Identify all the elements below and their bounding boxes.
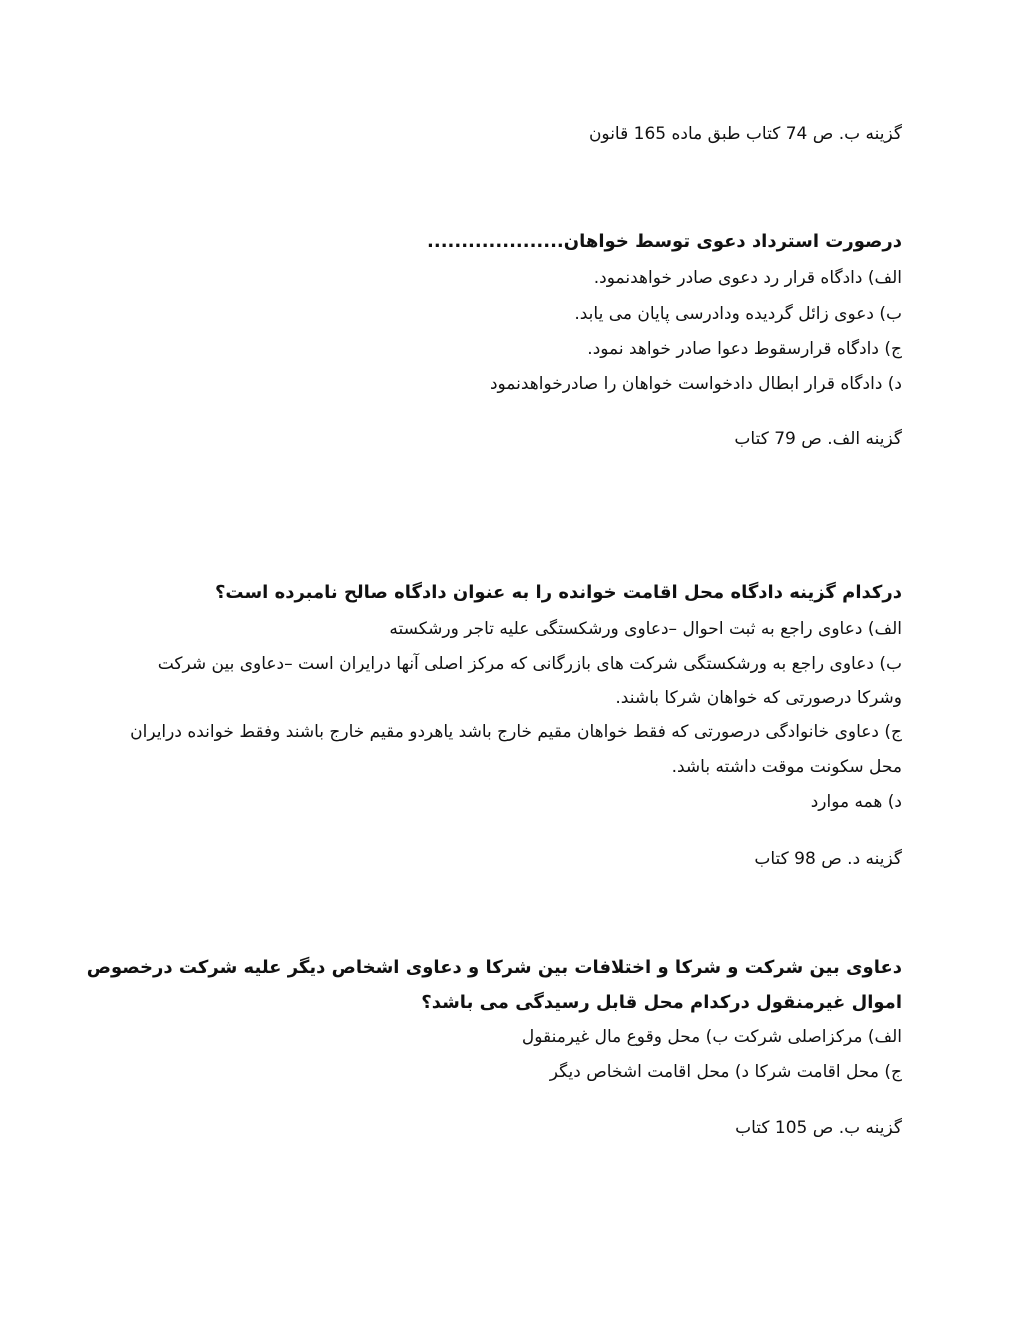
question-2-option-c: ج) دادگاه قرارسقوط دعوا صادر خواهد نمود. <box>587 339 902 359</box>
answer-2: گزینه الف. ص 79 کتاب <box>734 429 902 449</box>
question-4-title-line-2: اموال غیرمنقول درکدام محل قابل رسیدگی می باشد؟ <box>421 992 902 1013</box>
question-3-line-3: وشرکا درصورتی که خواهان شرکا باشند. <box>615 688 902 708</box>
answer-1: گزینه ب. ص 74 کتاب طبق ماده 165 قانون <box>588 124 902 144</box>
question-3-line-1: الف) دعاوی راجع به ثبت احوال –دعاوی ورشکستگی علیه تاجر ورشکسته <box>389 619 902 639</box>
question-4-option-cd: ج) محل اقامت شرکا د) محل اقامت اشخاص دیگر <box>549 1062 902 1082</box>
question-3-line-6: د) همه موارد <box>810 792 902 812</box>
question-2-option-d: د) دادگاه قرار ابطال دادخواست خواهان را صادرخواهدنمود <box>489 374 902 394</box>
question-2-title: درصورت استرداد دعوی توسط خواهان.................... <box>427 231 902 252</box>
question-3-line-2: ب) دعاوی راجع به ورشکستگی شرکت های بازرگانی که مرکز اصلی آنها درایران است –دعاوی بین شرکت <box>157 654 902 674</box>
question-2-option-b: ب) دعوی زائل گردیده ودادرسی پایان می یابد. <box>574 304 902 324</box>
question-2-option-a: الف) دادگاه قرار رد دعوی صادر خواهدنمود. <box>593 268 902 288</box>
answer-3: گزینه د. ص 98 کتاب <box>754 849 902 869</box>
question-3-title: درکدام گزینه دادگاه محل اقامت خوانده را به عنوان دادگاه صالح نامبرده است؟ <box>214 582 902 603</box>
answer-4: گزینه ب. ص 105 کتاب <box>735 1118 902 1138</box>
question-4-title-line-1: دعاوی بین شرکت و شرکا و اختلافات بین شرکا و دعاوی اشخاص دیگر علیه شرکت درخصوص <box>86 957 902 978</box>
question-4-option-ab: الف) مرکزاصلی شرکت ب) محل وقوع مال غیرمنقول <box>521 1027 902 1047</box>
question-3-line-5: محل سکونت موقت داشته باشد. <box>671 757 902 777</box>
question-3-line-4: ج) دعاوی خانوادگی درصورتی که فقط خواهان مقیم خارج باشد یاهردو مقیم خارج باشند وفقط خوانده درایران <box>130 722 902 742</box>
